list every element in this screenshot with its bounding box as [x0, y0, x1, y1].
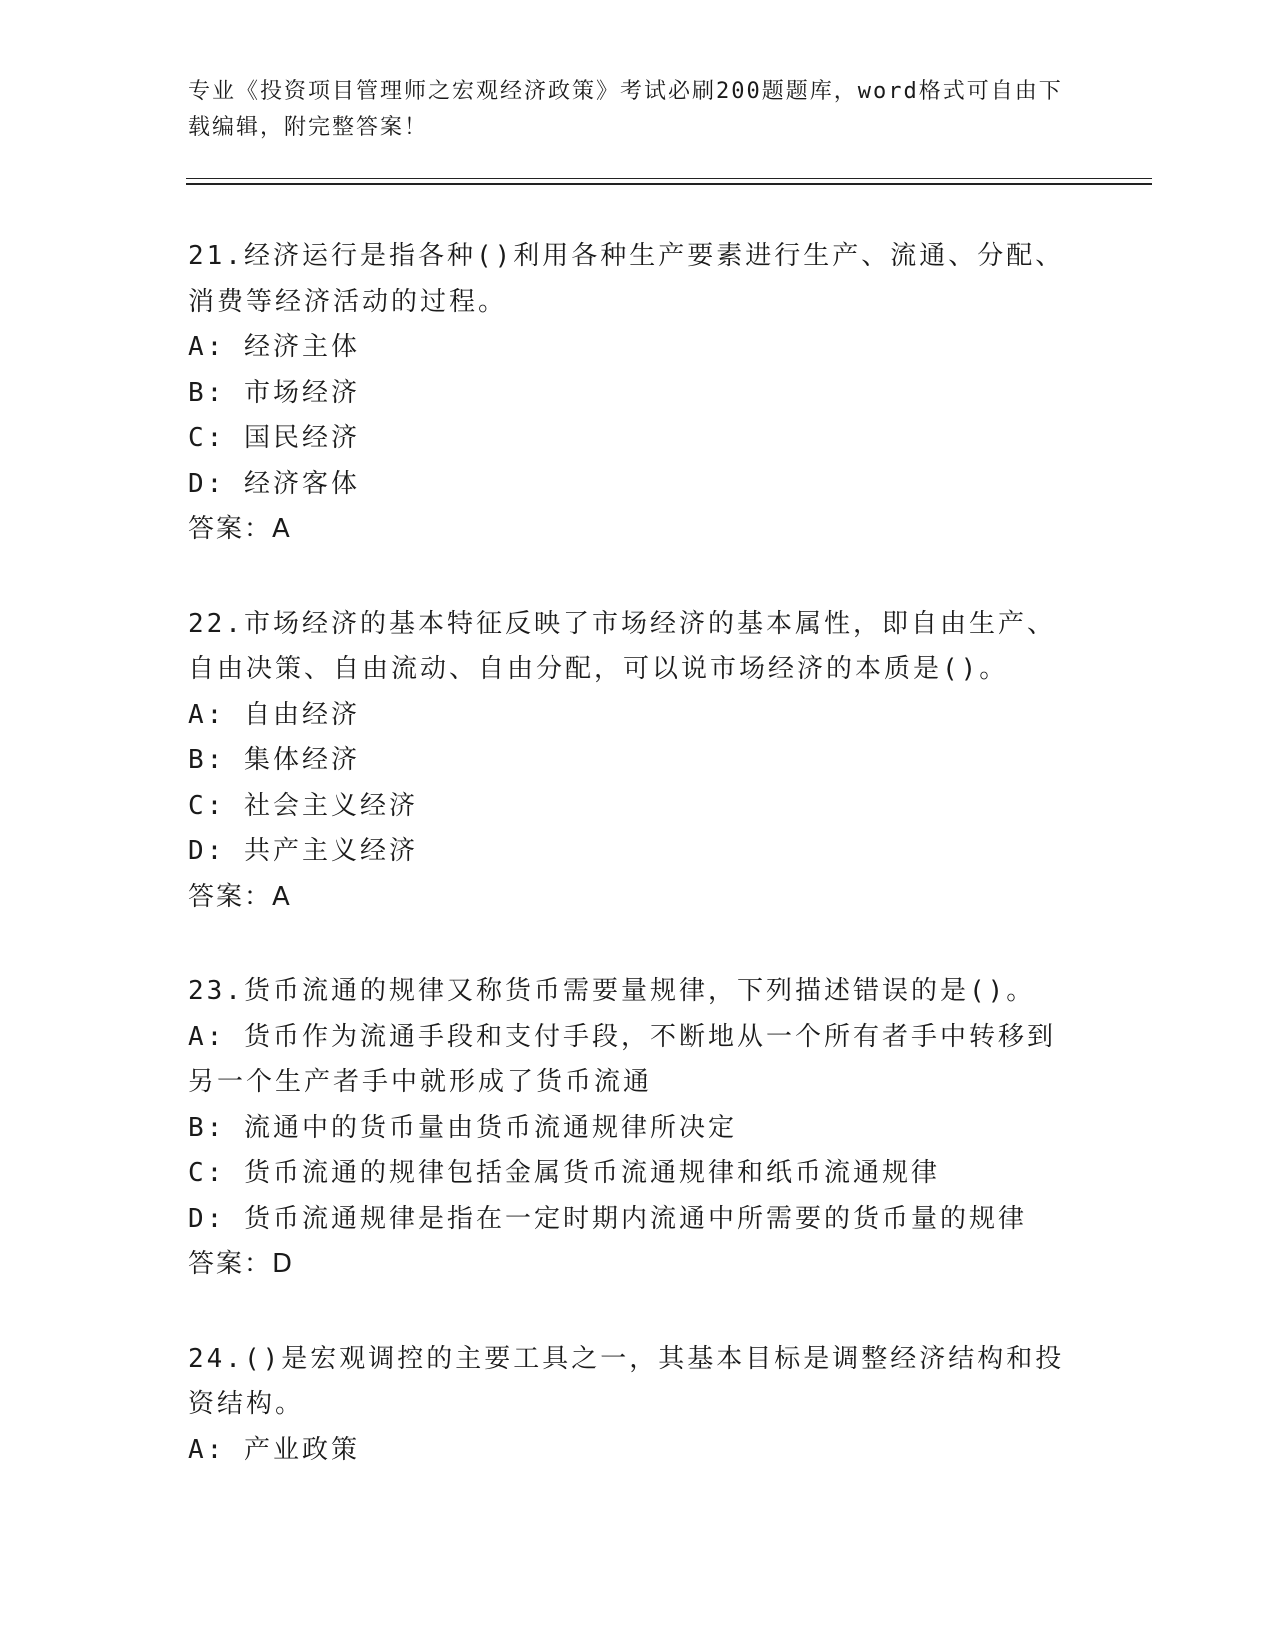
option-c: C: 国民经济 — [188, 423, 360, 453]
header-divider-thick — [186, 183, 1152, 185]
option-c: C: 货币流通的规律包括金属货币流通规律和纸币流通规律 — [188, 1158, 940, 1188]
question-list — [188, 234, 1068, 1522]
option-d: D: 货币流通规律是指在一定时期内流通中所需要的货币量的规律 — [188, 1203, 1027, 1234]
document-header: 专业《投资项目管理师之宏观经济政策》考试必刷200题题库，word格式可自由下载编辑，附完整答案！ — [188, 79, 1063, 140]
option-d: D: 共产主义经济 — [188, 836, 418, 866]
question-23 — [188, 969, 1068, 1288]
question-22 — [188, 602, 1068, 921]
option-b: B: 流通中的货币量由货币流通规律所决定 — [188, 1112, 737, 1143]
header-divider-thin — [186, 178, 1152, 179]
option-a: A: 经济主体 — [188, 332, 360, 362]
option-c: C: 社会主义经济 — [188, 790, 418, 821]
option-b: B: 市场经济 — [188, 377, 360, 408]
option-d: D: 经济客体 — [188, 468, 360, 499]
option-a: A: 产业政策 — [188, 1434, 360, 1465]
answer-label: 答案：A — [188, 514, 292, 544]
question-24 — [188, 1337, 1068, 1474]
question-stem: 24.()是宏观调控的主要工具之一，其基本目标是调整经济结构和投资结构。 — [188, 1343, 1065, 1419]
answer-label: 答案：A — [188, 881, 292, 912]
question-stem: 22.市场经济的基本特征反映了市场经济的基本属性，即自由生产、自由决策、自由流动、自由分配，可以说市场经济的本质是()。 — [188, 608, 1056, 684]
question-21 — [188, 234, 1068, 553]
question-stem: 23.货币流通的规律又称货币需要量规律，下列描述错误的是()。 — [188, 976, 1036, 1006]
question-stem: 21.经济运行是指各种()利用各种生产要素进行生产、流通、分配、消费等经济活动的过程。 — [188, 241, 1065, 317]
option-a: A: 货币作为流通手段和支付手段，不断地从一个所有者手中转移到另一个生产者手中就形成了货币流通 — [188, 1021, 1056, 1097]
option-a: A: 自由经济 — [188, 699, 360, 730]
option-b: B: 集体经济 — [188, 745, 360, 775]
answer-label: 答案：D — [188, 1249, 295, 1279]
